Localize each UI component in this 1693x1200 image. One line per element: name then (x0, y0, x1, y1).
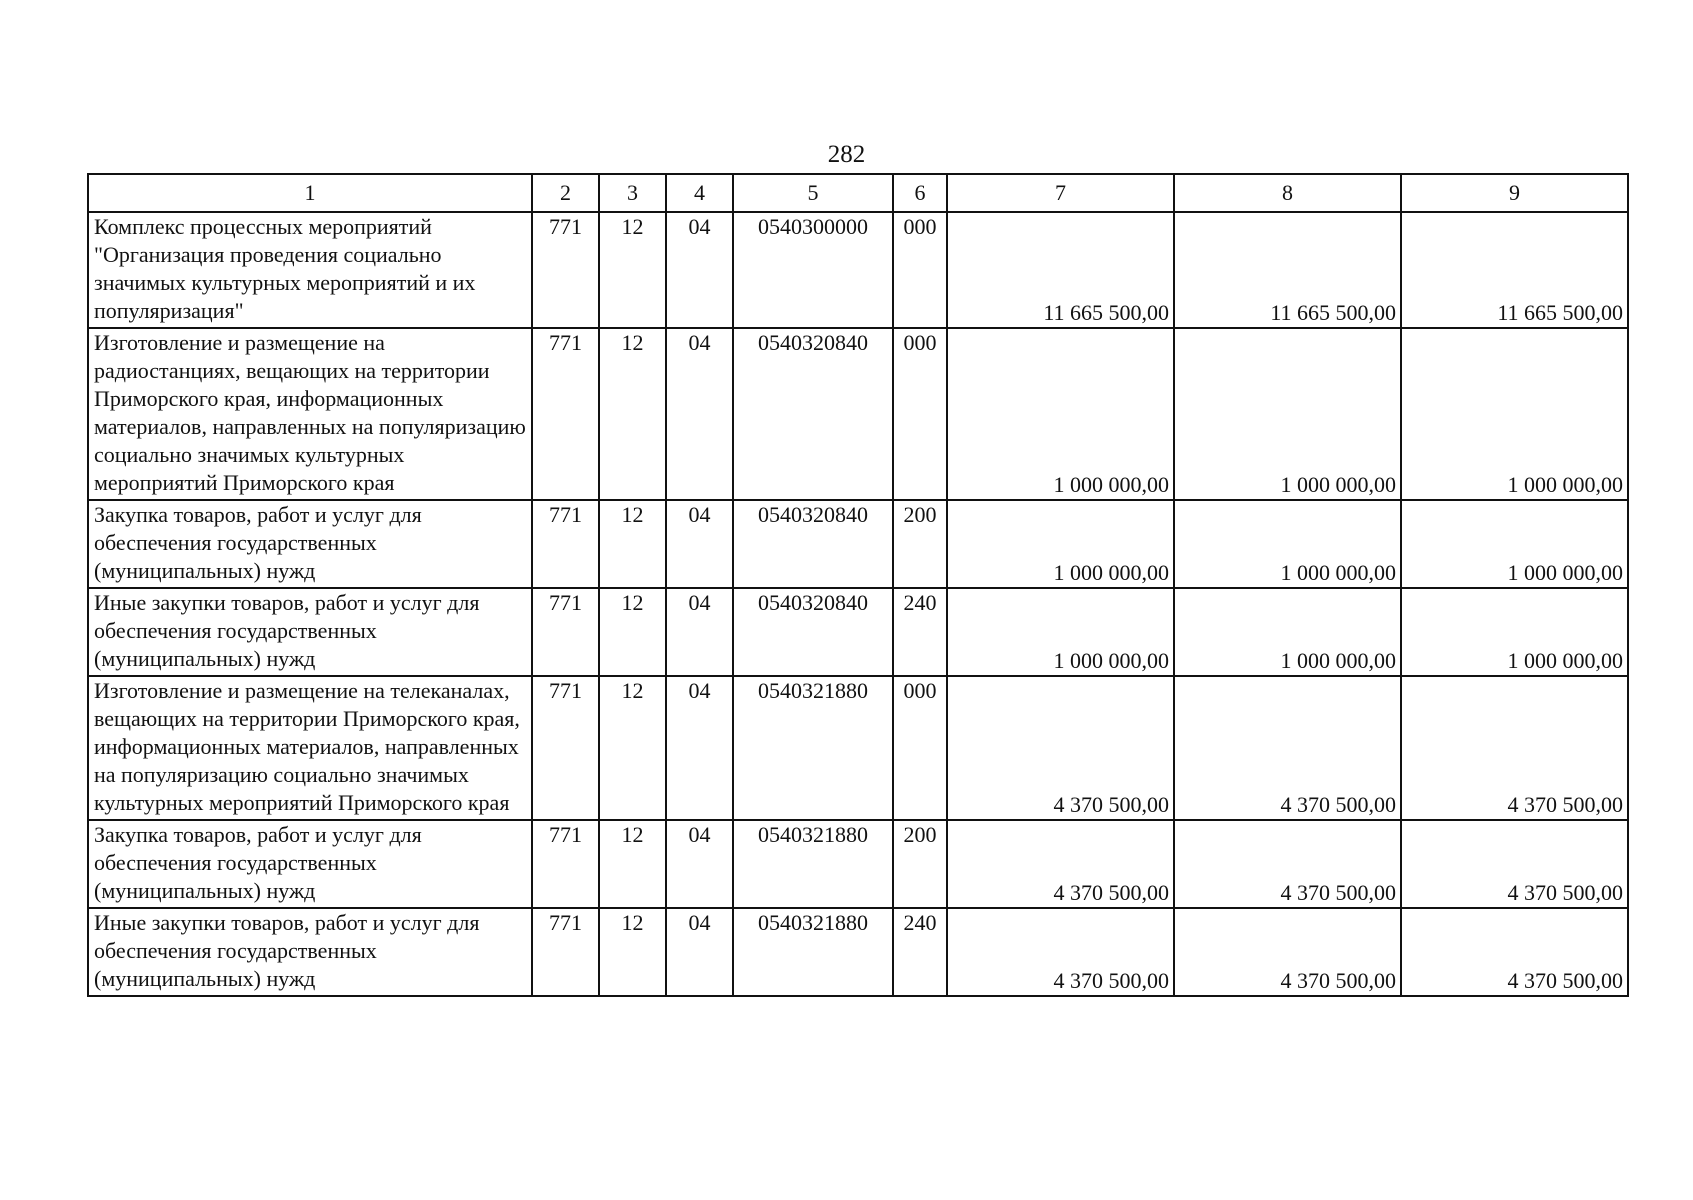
table-row (88, 676, 1628, 820)
row-col-8: 11 665 500,00 (1174, 212, 1401, 328)
row-col-8: 4 370 500,00 (1174, 820, 1401, 908)
row-name: Закупка товаров, работ и услуг для обеспечения государственных (муниципальных) нужд (88, 820, 532, 908)
header-col-9: 9 (1401, 174, 1628, 212)
row-col-9: 11 665 500,00 (1401, 212, 1628, 328)
row-col-4: 04 (666, 328, 733, 500)
row-col-2: 771 (532, 500, 599, 588)
row-col-6: 200 (893, 500, 947, 588)
header-col-5: 5 (733, 174, 893, 212)
table-row (88, 908, 1628, 996)
row-col-4: 04 (666, 820, 733, 908)
row-col-8: 1 000 000,00 (1174, 328, 1401, 500)
table-row (88, 820, 1628, 908)
header-col-7: 7 (947, 174, 1174, 212)
row-col-8: 4 370 500,00 (1174, 908, 1401, 996)
row-col-5: 0540321880 (733, 908, 893, 996)
row-col-6: 000 (893, 212, 947, 328)
row-col-3: 12 (599, 908, 666, 996)
row-col-6: 000 (893, 328, 947, 500)
row-col-6: 200 (893, 820, 947, 908)
table-row (88, 328, 1628, 500)
row-col-4: 04 (666, 676, 733, 820)
row-col-9: 4 370 500,00 (1401, 820, 1628, 908)
row-col-7: 11 665 500,00 (947, 212, 1174, 328)
budget-table (87, 173, 1629, 997)
row-col-5: 0540321880 (733, 820, 893, 908)
row-col-3: 12 (599, 588, 666, 676)
header-col-8: 8 (1174, 174, 1401, 212)
row-col-8: 4 370 500,00 (1174, 676, 1401, 820)
header-col-1: 1 (88, 174, 532, 212)
row-col-5: 0540300000 (733, 212, 893, 328)
row-col-7: 4 370 500,00 (947, 676, 1174, 820)
row-col-5: 0540320840 (733, 328, 893, 500)
row-col-3: 12 (599, 328, 666, 500)
row-col-5: 0540320840 (733, 500, 893, 588)
row-col-8: 1 000 000,00 (1174, 500, 1401, 588)
header-col-6: 6 (893, 174, 947, 212)
row-col-9: 1 000 000,00 (1401, 588, 1628, 676)
row-col-3: 12 (599, 212, 666, 328)
row-col-2: 771 (532, 588, 599, 676)
table-row (88, 500, 1628, 588)
header-row (88, 174, 1628, 212)
row-col-5: 0540320840 (733, 588, 893, 676)
row-col-9: 4 370 500,00 (1401, 676, 1628, 820)
row-col-9: 4 370 500,00 (1401, 908, 1628, 996)
table-body (88, 212, 1628, 996)
row-name: Иные закупки товаров, работ и услуг для обеспечения государственных (муниципальных) нужд (88, 908, 532, 996)
row-col-7: 1 000 000,00 (947, 500, 1174, 588)
row-col-4: 04 (666, 212, 733, 328)
header-col-4: 4 (666, 174, 733, 212)
row-col-5: 0540321880 (733, 676, 893, 820)
row-col-7: 1 000 000,00 (947, 328, 1174, 500)
header-col-3: 3 (599, 174, 666, 212)
row-col-3: 12 (599, 676, 666, 820)
row-col-9: 1 000 000,00 (1401, 328, 1628, 500)
row-name: Изготовление и размещение на радиостанциях, вещающих на территории Приморского края, информационных материалов, направленных на популяризацию социально значимых культурных мероприятий Приморского края (88, 328, 532, 500)
row-col-4: 04 (666, 500, 733, 588)
row-col-3: 12 (599, 500, 666, 588)
row-col-7: 1 000 000,00 (947, 588, 1174, 676)
table-row (88, 588, 1628, 676)
row-col-4: 04 (666, 588, 733, 676)
row-col-3: 12 (599, 820, 666, 908)
row-col-7: 4 370 500,00 (947, 908, 1174, 996)
row-col-2: 771 (532, 908, 599, 996)
row-col-6: 240 (893, 908, 947, 996)
row-col-6: 240 (893, 588, 947, 676)
row-name: Комплекс процессных мероприятий "Организация проведения социально значимых культурных мероприятий и их популяризация" (88, 212, 532, 328)
table-row (88, 212, 1628, 328)
page-number: 282 (827, 141, 866, 168)
table-header (88, 174, 1628, 212)
row-col-7: 4 370 500,00 (947, 820, 1174, 908)
row-col-2: 771 (532, 328, 599, 500)
row-name: Закупка товаров, работ и услуг для обеспечения государственных (муниципальных) нужд (88, 500, 532, 588)
row-name: Иные закупки товаров, работ и услуг для обеспечения государственных (муниципальных) нужд (88, 588, 532, 676)
row-col-2: 771 (532, 212, 599, 328)
row-col-4: 04 (666, 908, 733, 996)
row-col-6: 000 (893, 676, 947, 820)
row-col-2: 771 (532, 820, 599, 908)
header-col-2: 2 (532, 174, 599, 212)
row-col-8: 1 000 000,00 (1174, 588, 1401, 676)
row-col-9: 1 000 000,00 (1401, 500, 1628, 588)
row-col-2: 771 (532, 676, 599, 820)
row-name: Изготовление и размещение на телеканалах, вещающих на территории Приморского края, информационных материалов, направленных на популяризацию социально значимых культурных мероприятий Приморского края (88, 676, 532, 820)
